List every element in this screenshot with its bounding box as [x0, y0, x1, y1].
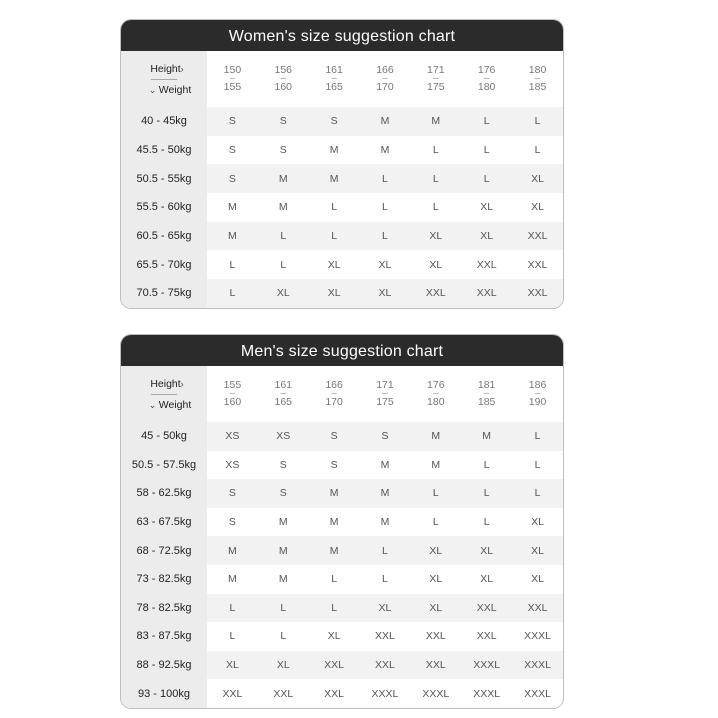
- size-cell: XL: [309, 250, 360, 279]
- height-to: 170: [376, 81, 394, 93]
- size-cell: XXXL: [512, 651, 563, 680]
- size-cell: M: [258, 565, 309, 594]
- size-cell: XL: [360, 279, 411, 308]
- range-dash: –: [331, 388, 337, 399]
- size-cell: XXL: [512, 250, 563, 279]
- table-row: [121, 565, 563, 594]
- height-from: 166: [325, 379, 343, 391]
- height-to: 175: [376, 396, 394, 408]
- height-from: 166: [376, 64, 394, 76]
- height-axis-label: [121, 63, 207, 75]
- size-cell: L: [512, 451, 563, 480]
- size-cell: L: [410, 508, 461, 537]
- size-cell: M: [309, 479, 360, 508]
- womens-size-chart: [120, 19, 564, 309]
- womens-chart-title: Women's size suggestion chart: [121, 20, 563, 51]
- size-cell: M: [360, 107, 411, 136]
- range-dash: –: [382, 73, 388, 84]
- height-to: 155: [223, 81, 242, 93]
- size-cell: L: [461, 479, 512, 508]
- size-cell: XL: [461, 536, 512, 565]
- weight-range-label: 88 - 92.5kg: [121, 651, 207, 680]
- size-cell: L: [309, 594, 360, 623]
- height-axis-text: Height: [150, 62, 181, 75]
- size-cell: M: [309, 508, 360, 537]
- size-cell: L: [309, 222, 360, 251]
- size-cell: L: [512, 136, 563, 165]
- height-range-header: [512, 366, 563, 422]
- table-row: [121, 279, 563, 308]
- range-dash: –: [229, 388, 236, 399]
- chevron-down-icon: ⌄: [148, 399, 159, 410]
- height-from: 161: [274, 379, 293, 391]
- size-cell: XL: [410, 250, 461, 279]
- range-dash: –: [483, 73, 490, 84]
- size-cell: XXL: [512, 222, 563, 251]
- size-cell: M: [258, 536, 309, 565]
- size-cell: L: [461, 107, 512, 136]
- table-row: [121, 136, 563, 165]
- size-cell: XL: [410, 536, 461, 565]
- weight-range-label: 58 - 62.5kg: [121, 479, 207, 508]
- height-range-header: [512, 51, 563, 107]
- size-cell: XS: [258, 422, 309, 451]
- weight-axis-text: Weight: [158, 398, 192, 411]
- table-row: [121, 622, 563, 651]
- size-cell: S: [258, 107, 309, 136]
- height-to: 180: [477, 81, 496, 93]
- size-cell: L: [207, 279, 258, 308]
- height-to: 190: [528, 396, 547, 408]
- height-range-header: [410, 51, 461, 107]
- size-cell: XXXL: [410, 679, 461, 708]
- table-row: [121, 164, 563, 193]
- size-cell: XL: [360, 250, 411, 279]
- size-cell: XXL: [512, 279, 563, 308]
- table-row: [121, 222, 563, 251]
- weight-axis-label: [121, 399, 207, 411]
- size-cell: L: [258, 622, 309, 651]
- height-range-header: [461, 366, 512, 422]
- table-row: [121, 679, 563, 708]
- size-cell: XXL: [461, 594, 512, 623]
- mens-size-table: [121, 366, 563, 708]
- size-cell: XXL: [360, 622, 411, 651]
- height-from: 171: [427, 64, 445, 76]
- size-cell: XL: [309, 279, 360, 308]
- corner-cell: [121, 366, 207, 422]
- size-cell: S: [309, 451, 360, 480]
- size-cell: S: [207, 107, 258, 136]
- size-cell: L: [512, 107, 563, 136]
- size-cell: L: [258, 250, 309, 279]
- size-cell: S: [258, 136, 309, 165]
- weight-range-label: 73 - 82.5kg: [121, 565, 207, 594]
- size-cell: L: [360, 193, 411, 222]
- size-cell: L: [461, 508, 512, 537]
- size-cell: S: [207, 136, 258, 165]
- weight-range-label: 40 - 45kg: [121, 107, 207, 136]
- range-dash: –: [433, 388, 439, 399]
- height-from: 176: [477, 64, 496, 76]
- range-dash: –: [483, 388, 490, 399]
- size-cell: XXXL: [512, 679, 563, 708]
- size-cell: XL: [512, 164, 563, 193]
- size-cell: XL: [410, 565, 461, 594]
- height-from: 150: [223, 64, 242, 76]
- size-cell: M: [461, 422, 512, 451]
- divider: [151, 79, 177, 80]
- size-cell: XL: [410, 594, 461, 623]
- height-to: 165: [325, 81, 343, 93]
- womens-size-table: [121, 51, 563, 308]
- range-dash: –: [534, 73, 541, 84]
- weight-range-label: 45.5 - 50kg: [121, 136, 207, 165]
- size-cell: L: [360, 164, 411, 193]
- size-cell: L: [360, 565, 411, 594]
- size-cell: L: [461, 451, 512, 480]
- size-cell: XL: [258, 279, 309, 308]
- mens-chart-title: Men's size suggestion chart: [121, 335, 563, 366]
- size-cell: M: [207, 193, 258, 222]
- corner-cell: [121, 51, 207, 107]
- height-range-header: [410, 366, 461, 422]
- chevron-right-icon: ›: [180, 63, 184, 74]
- weight-range-label: 78 - 82.5kg: [121, 594, 207, 623]
- table-row: [121, 651, 563, 680]
- table-row: [121, 479, 563, 508]
- height-range-header: [258, 366, 309, 422]
- size-cell: S: [258, 479, 309, 508]
- size-cell: L: [461, 136, 512, 165]
- height-range-header: [207, 366, 258, 422]
- size-cell: L: [207, 250, 258, 279]
- height-range-header: [360, 51, 411, 107]
- size-cell: M: [309, 136, 360, 165]
- size-cell: M: [360, 479, 411, 508]
- size-cell: XL: [360, 594, 411, 623]
- table-row: [121, 107, 563, 136]
- size-cell: XXL: [258, 679, 309, 708]
- size-cell: L: [410, 164, 461, 193]
- size-cell: S: [309, 107, 360, 136]
- size-cell: L: [309, 193, 360, 222]
- height-from: 171: [376, 379, 394, 391]
- table-row: [121, 508, 563, 537]
- range-dash: –: [534, 388, 541, 399]
- size-cell: M: [258, 193, 309, 222]
- weight-range-label: 65.5 - 70kg: [121, 250, 207, 279]
- height-to: 180: [427, 396, 445, 408]
- size-cell: XL: [512, 508, 563, 537]
- size-cell: M: [309, 164, 360, 193]
- header-row: [121, 366, 563, 422]
- table-row: [121, 451, 563, 480]
- weight-range-label: 83 - 87.5kg: [121, 622, 207, 651]
- size-cell: M: [207, 222, 258, 251]
- height-from: 186: [528, 379, 547, 391]
- size-cell: XXXL: [360, 679, 411, 708]
- table-row: [121, 536, 563, 565]
- height-to: 165: [274, 396, 293, 408]
- height-range-header: [309, 51, 360, 107]
- range-dash: –: [280, 388, 287, 399]
- size-cell: L: [207, 594, 258, 623]
- table-row: [121, 422, 563, 451]
- size-cell: L: [360, 222, 411, 251]
- table-row: [121, 193, 563, 222]
- table-row: [121, 594, 563, 623]
- header-row: [121, 51, 563, 107]
- height-axis-text: Height: [150, 377, 181, 390]
- size-cell: XL: [258, 651, 309, 680]
- range-dash: –: [382, 388, 388, 399]
- weight-axis-label: [121, 84, 207, 96]
- size-cell: XXL: [360, 651, 411, 680]
- size-cell: S: [360, 422, 411, 451]
- range-dash: –: [331, 73, 337, 84]
- size-cell: L: [512, 422, 563, 451]
- table-row: [121, 250, 563, 279]
- size-cell: XXXL: [512, 622, 563, 651]
- size-cell: L: [410, 136, 461, 165]
- size-cell: L: [360, 536, 411, 565]
- size-cell: S: [309, 422, 360, 451]
- height-range-header: [309, 366, 360, 422]
- size-cell: S: [207, 508, 258, 537]
- size-cell: L: [512, 479, 563, 508]
- height-range-header: [360, 366, 411, 422]
- weight-range-label: 50.5 - 55kg: [121, 164, 207, 193]
- size-cell: M: [207, 565, 258, 594]
- range-dash: –: [433, 73, 439, 84]
- size-cell: M: [410, 107, 461, 136]
- size-cell: XL: [512, 536, 563, 565]
- height-from: 156: [274, 64, 293, 76]
- size-cell: XXL: [512, 594, 563, 623]
- size-cell: XXL: [410, 651, 461, 680]
- size-cell: L: [207, 622, 258, 651]
- size-cell: L: [410, 193, 461, 222]
- height-range-header: [207, 51, 258, 107]
- height-to: 170: [325, 396, 343, 408]
- size-cell: XL: [309, 622, 360, 651]
- size-cell: M: [360, 508, 411, 537]
- size-cell: XL: [461, 222, 512, 251]
- mens-size-chart: [120, 334, 564, 709]
- size-cell: XXXL: [461, 679, 512, 708]
- size-cell: XL: [207, 651, 258, 680]
- height-from: 181: [477, 379, 496, 391]
- size-cell: XXXL: [461, 651, 512, 680]
- weight-range-label: 55.5 - 60kg: [121, 193, 207, 222]
- height-from: 161: [325, 64, 343, 76]
- size-cell: S: [207, 164, 258, 193]
- size-cell: M: [410, 451, 461, 480]
- size-cell: M: [258, 508, 309, 537]
- size-cell: XL: [410, 222, 461, 251]
- size-cell: XS: [207, 451, 258, 480]
- size-cell: L: [309, 565, 360, 594]
- size-cell: XL: [512, 565, 563, 594]
- chevron-down-icon: ⌄: [148, 84, 159, 95]
- weight-axis-text: Weight: [158, 83, 192, 96]
- height-to: 160: [274, 81, 293, 93]
- size-cell: M: [207, 536, 258, 565]
- size-cell: XL: [512, 193, 563, 222]
- size-cell: S: [258, 451, 309, 480]
- height-axis-label: [121, 378, 207, 390]
- size-cell: XXL: [207, 679, 258, 708]
- size-cell: M: [309, 536, 360, 565]
- size-cell: L: [410, 479, 461, 508]
- size-cell: XS: [207, 422, 258, 451]
- size-cell: XXL: [461, 279, 512, 308]
- weight-range-label: 68 - 72.5kg: [121, 536, 207, 565]
- height-range-header: [258, 51, 309, 107]
- size-cell: XXL: [461, 622, 512, 651]
- size-cell: XXL: [309, 679, 360, 708]
- chevron-right-icon: ›: [180, 378, 184, 389]
- height-to: 185: [528, 81, 547, 93]
- height-from: 176: [427, 379, 445, 391]
- weight-range-label: 60.5 - 65kg: [121, 222, 207, 251]
- divider: [151, 394, 177, 395]
- weight-range-label: 50.5 - 57.5kg: [121, 451, 207, 480]
- size-cell: XXL: [410, 279, 461, 308]
- weight-range-label: 93 - 100kg: [121, 679, 207, 708]
- size-cell: XXL: [309, 651, 360, 680]
- height-to: 175: [427, 81, 445, 93]
- size-cell: M: [360, 451, 411, 480]
- weight-range-label: 63 - 67.5kg: [121, 508, 207, 537]
- size-cell: S: [207, 479, 258, 508]
- size-cell: L: [258, 222, 309, 251]
- height-to: 185: [477, 396, 496, 408]
- size-cell: M: [258, 164, 309, 193]
- height-from: 155: [223, 379, 242, 391]
- range-dash: –: [229, 73, 236, 84]
- size-cell: XXL: [410, 622, 461, 651]
- size-cell: L: [461, 164, 512, 193]
- weight-range-label: 45 - 50kg: [121, 422, 207, 451]
- size-cell: XL: [461, 565, 512, 594]
- size-cell: L: [258, 594, 309, 623]
- size-cell: M: [360, 136, 411, 165]
- height-to: 160: [223, 396, 242, 408]
- height-range-header: [461, 51, 512, 107]
- size-cell: M: [410, 422, 461, 451]
- size-cell: XL: [461, 193, 512, 222]
- weight-range-label: 70.5 - 75kg: [121, 279, 207, 308]
- size-cell: XXL: [461, 250, 512, 279]
- range-dash: –: [280, 73, 287, 84]
- height-from: 180: [528, 64, 547, 76]
